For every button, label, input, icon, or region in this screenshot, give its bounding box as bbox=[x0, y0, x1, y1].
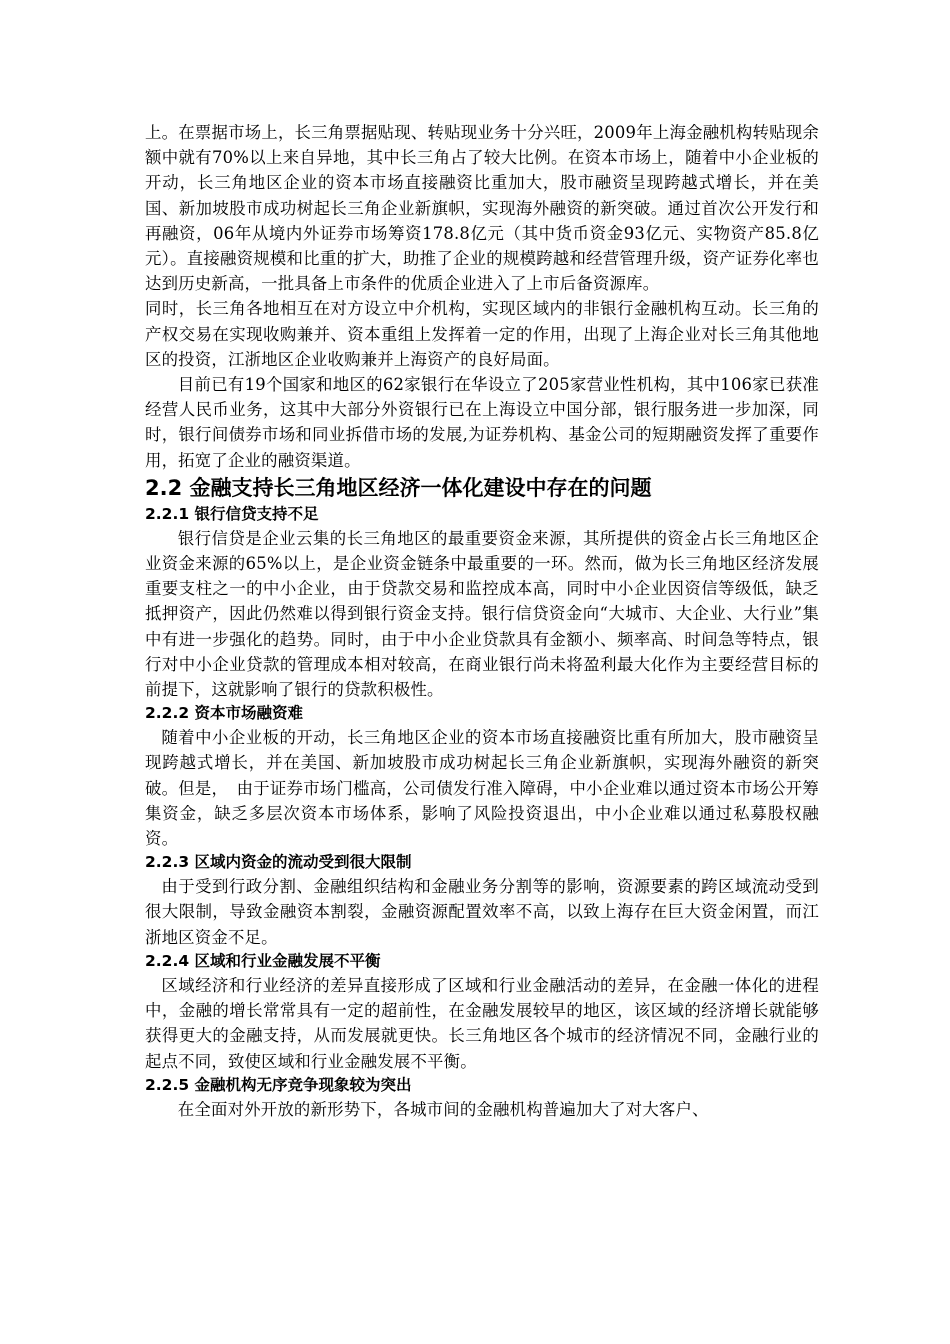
subsection-number: 2.2.4 bbox=[145, 951, 190, 970]
subsection-heading bbox=[145, 950, 819, 973]
subsection-number: 2.2.5 bbox=[145, 1075, 190, 1094]
subsection-title: 银行信贷支持不足 bbox=[194, 504, 319, 523]
subsection-title: 区域内资金的流动受到很大限制 bbox=[194, 853, 412, 872]
subsection-number: 2.2.3 bbox=[145, 853, 190, 872]
body-paragraph: 上。在票据市场上，长三角票据贴现、转贴现业务十分兴旺，2009年上海金融机构转贴现余额中就有70%以上来自异地，其中长三角占了较大比例。在资本市场上，随着中小企业板的开动，长三角地区企业的资本市场直接融资比重加大，股市融资呈现跨越式增长，并在美国、新加坡股市成功树起长三角企业新旗帜，实现海外融资的新突破。通过首次公开发行和再融资，06年从境内外证券市场筹资178.8亿元（其中货币资金93亿元、实物资产85.8亿元）。直接融资规模和比重的扩大，助推了企业的规模跨越和经营管理升级，资产证券化率也达到历史新高，一批具备上市条件的优质企业进入了上市后备资源库。 bbox=[145, 123, 819, 294]
subsection-number: 2.2.1 bbox=[145, 504, 190, 523]
subsection-heading bbox=[145, 702, 819, 725]
body-paragraph: 银行信贷是企业云集的长三角地区的最重要资金来源，其所提供的资金占长三角地区企业资金来源的65%以上，是企业资金链条中最重要的一环。然而，做为长三角地区经济发展重要支柱之一的中小企业，由于贷款交易和监控成本高，同时中小企业因资信等级低，缺乏抵押资产，因此仍然难以得到银行资金支持。银行信贷资金向“大城市、大企业、大行业”集中有进一步强化的趋势。同时，由于中小企业贷款具有金额小、频率高、时间急等特点，银行对中小企业贷款的管理成本相对较高，在商业银行尚未将盈利最大化作为主要经营目标的前提下，这就影响了银行的贷款积极性。 bbox=[145, 528, 819, 700]
document-page bbox=[145, 120, 819, 1122]
subsection-heading bbox=[145, 503, 819, 526]
subsection-heading bbox=[145, 1074, 819, 1097]
section-heading: 2.2 金融支持长三角地区经济一体化建设中存在的问题 bbox=[145, 475, 652, 500]
body-paragraph: 同时，长三角各地相互在对方设立中介机构，实现区域内的非银行金融机构互动。长三角的产权交易在实现收购兼并、资本重组上发挥着一定的作用，出现了上海企业对长三角其他地区的投资，江浙地区企业收购兼并上海资产的良好局面。 bbox=[145, 299, 819, 369]
body-paragraph: 区域经济和行业经济的差异直接形成了区域和行业金融活动的差异，在金融一体化的进程中，金融的增长常常具有一定的超前性，在金融发展较早的地区，该区域的经济增长就能够获得更大的金融支持，从而发展就更快。长三角地区各个城市的经济情况不同，金融行业的起点不同，致使区域和行业金融发展不平衡。 bbox=[145, 975, 819, 1071]
subsection-title: 金融机构无序竞争现象较为突出 bbox=[194, 1075, 412, 1094]
subsection-title: 区域和行业金融发展不平衡 bbox=[194, 951, 381, 970]
subsection-heading bbox=[145, 851, 819, 874]
body-paragraph: 目前已有19个国家和地区的62家银行在华设立了205家营业性机构，其中106家已获准经营人民币业务，这其中大部分外资银行已在上海设立中国分部，银行服务进一步加深，同时，银行间债券市场和同业拆借市场的发展,为证券机构、基金公司的短期融资发挥了重要作用，拓宽了企业的融资渠道。 bbox=[145, 375, 819, 470]
subsection-number: 2.2.2 bbox=[145, 704, 190, 723]
body-paragraph: 由于受到行政分割、金融组织结构和金融业务分割等的影响，资源要素的跨区域流动受到很大限制，导致金融资本割裂，金融资源配置效率不高，以致上海存在巨大资金闲置，而江浙地区资金不足。 bbox=[145, 877, 819, 947]
body-paragraph: 随着中小企业板的开动，长三角地区企业的资本市场直接融资比重有所加大，股市融资呈现跨越式增长，并在美国、新加坡股市成功树起长三角企业新旗帜，实现海外融资的新突破。但是， 由于证券市场门槛高，公司债发行准入障碍，中小企业难以通过资本市场公开筹集资金，缺乏多层次资本市场体系，影响了风险投资退出，中小企业难以通过私募股权融资。 bbox=[145, 728, 819, 849]
body-paragraph: 在全面对外开放的新形势下，各城市间的金融机构普遍加大了对大客户、 bbox=[177, 1099, 709, 1119]
subsection-title: 资本市场融资难 bbox=[194, 704, 304, 723]
